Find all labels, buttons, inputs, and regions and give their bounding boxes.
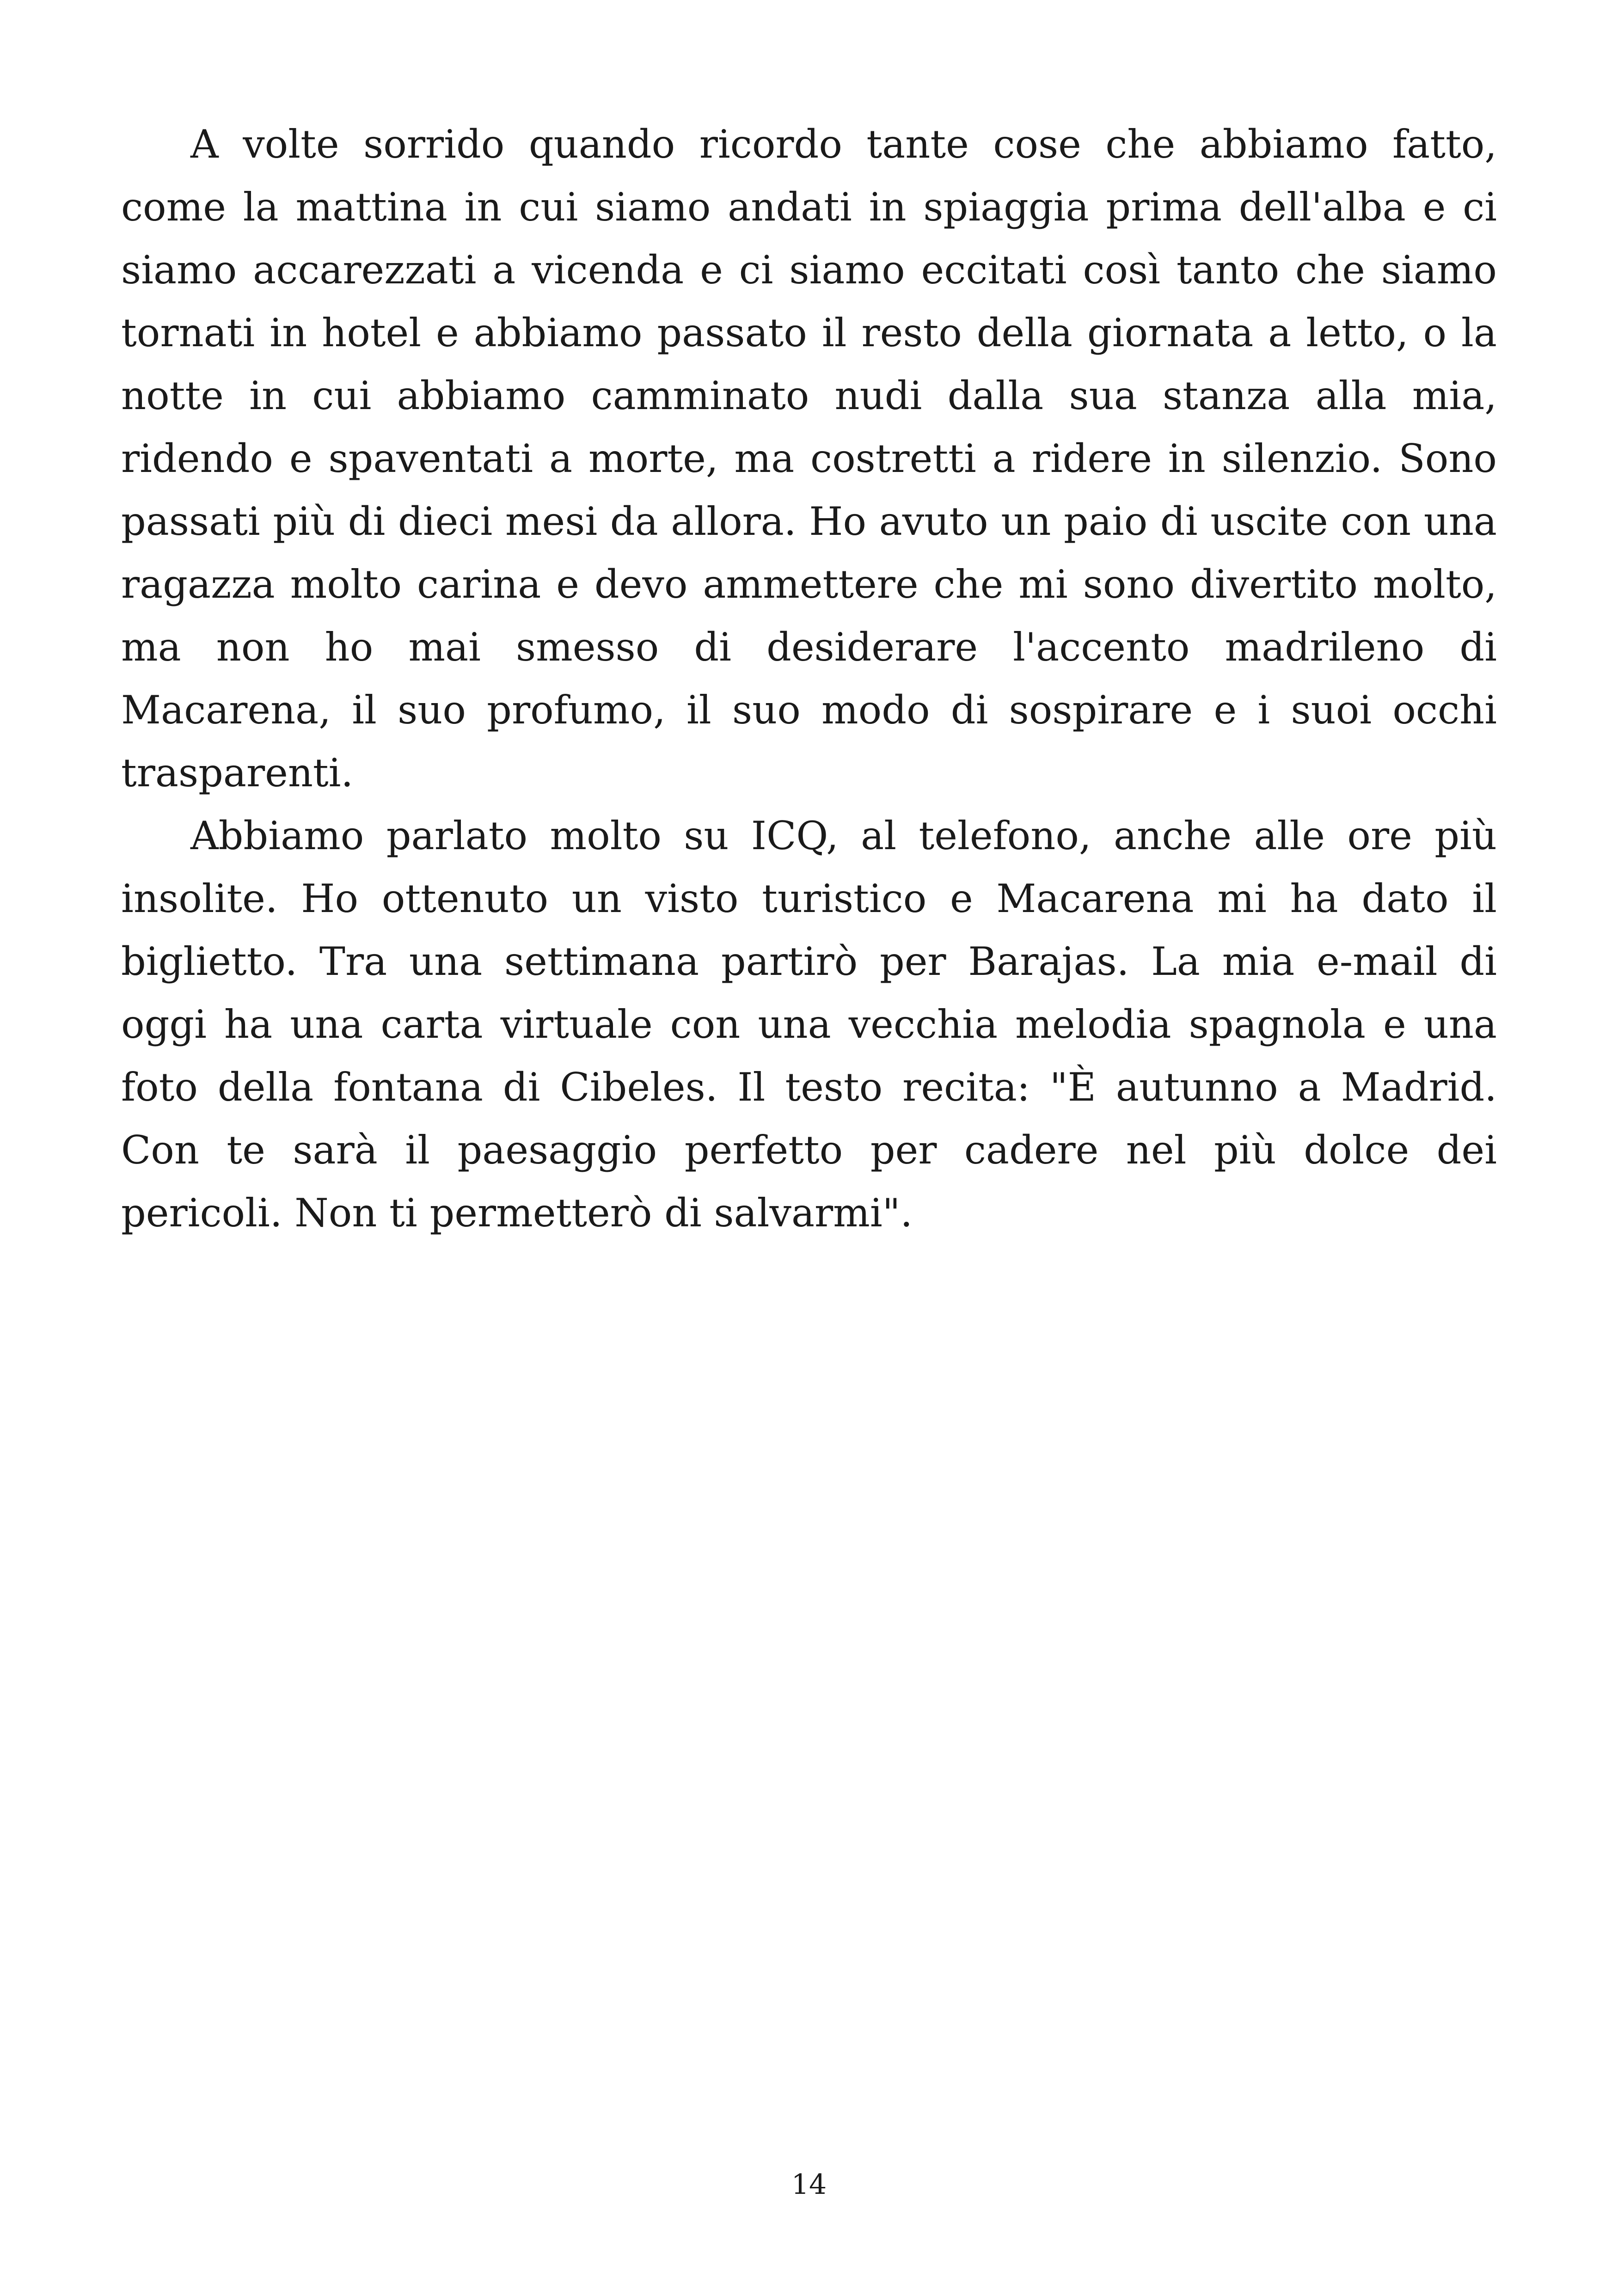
paragraph-1: A volte sorrido quando ricordo tante cose che abbiamo fatto, come la mattina in cui siamo andati in spiaggia prima dell'alba e ci siamo accarezzati a vicenda e ci siamo eccitati così tanto che siamo tornati in hotel e abbiamo passato il resto della giornata a letto, o la notte in cui abbiamo camminato nudi dalla sua stanza alla mia, ridendo e spaventati a morte, ma costretti a ridere in silenzio. Sono passati più di dieci mesi da allora. Ho avuto un paio di uscite con una ragazza molto carina e devo ammettere che mi sono divertito molto, ma non ho mai smesso di desiderare l'accento madrileno di Macarena, il suo profumo, il suo modo di sospirare e i suoi occhi trasparenti.	[121, 122, 1497, 796]
paragraph-2: Abbiamo parlato molto su ICQ, al telefono, anche alle ore più insolite. Ho ottenuto un visto turistico e Macarena mi ha dato il biglietto. Tra una settimana partirò per Barajas. La mia e-mail di oggi ha una carta virtuale con una vecchia melodia spagnola e una foto della fontana di Cibeles. Il testo recita: "È autunno a Madrid. Con te sarà il paesaggio perfetto per cadere nel più dolce dei pericoli. Non ti permetterò di salvarmi".	[121, 813, 1497, 1236]
page-text-body	[121, 113, 1497, 1244]
page-number: 14	[791, 2168, 827, 2201]
